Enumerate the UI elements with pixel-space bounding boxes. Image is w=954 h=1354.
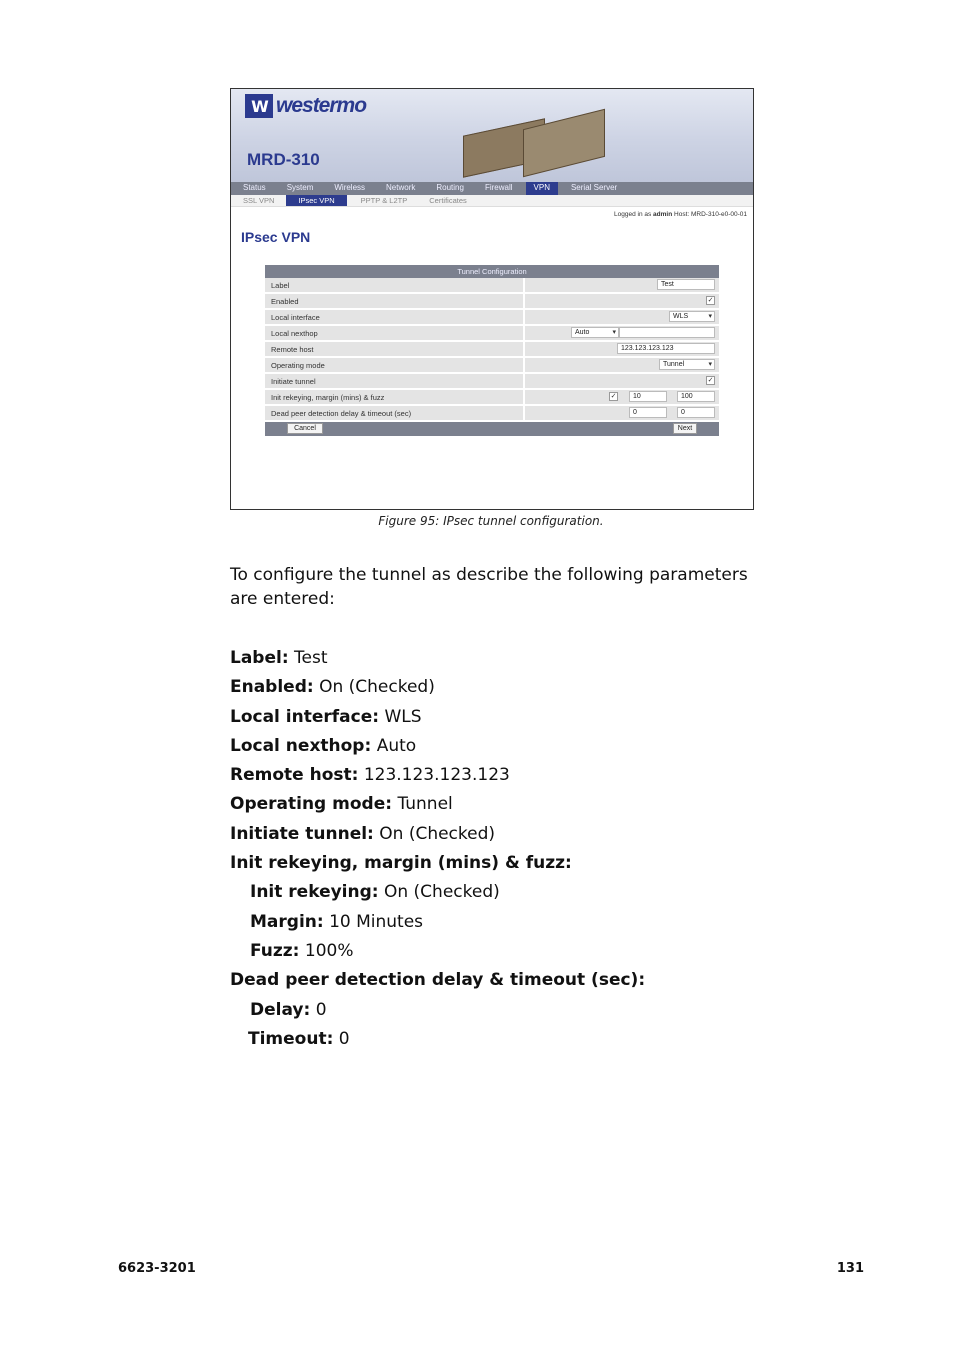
nav-network[interactable]: Network [386,183,416,192]
param-line: Local nexthop: Auto [230,735,417,756]
table-row [265,309,719,325]
subnav-ipsec-vpn[interactable]: IPsec VPN [286,195,346,206]
row-enabled-name: Enabled [265,293,524,309]
remote-host-input[interactable]: 123.123.123.123 [617,343,715,354]
enabled-checkbox[interactable]: ✓ [707,297,714,304]
device-image [453,117,603,179]
next-button[interactable]: Next [673,423,697,434]
table-title: Tunnel Configuration [457,267,527,276]
subnav-ssl-vpn[interactable]: SSL VPN [243,196,275,205]
row-initiate-tunnel-name: Initiate tunnel [265,373,524,389]
param-line: Init rekeying: On (Checked) [250,882,500,903]
param-line: Delay: 0 [250,999,327,1020]
param-line: Initiate tunnel: On (Checked) [230,823,496,844]
row-local-interface-name: Local interface [265,309,524,325]
row-init-rekeying-name: Init rekeying, margin (mins) & fuzz [265,389,524,405]
table-row [265,278,719,293]
param-line: Local interface: WLS [230,706,422,727]
table-row [265,405,719,421]
model-name: MRD-310 [247,150,320,169]
row-dead-peer-name: Dead peer detection delay & timeout (sec) [265,405,524,421]
table-footer [265,421,719,436]
sub-nav [231,195,753,207]
local-nexthop-input[interactable] [619,327,715,338]
subnav-certificates[interactable]: Certificates [429,196,467,205]
nav-vpn[interactable]: VPN [526,182,558,195]
nav-serial-server[interactable]: Serial Server [570,183,618,192]
dpd-delay-input[interactable]: 0 [629,407,667,418]
row-remote-host-name: Remote host [265,341,524,357]
operating-mode-select[interactable]: Tunnel ▾ [659,359,715,370]
param-line: Fuzz: 100% [250,940,354,961]
westermo-logo-icon: W [245,94,273,118]
table-row [265,341,719,357]
cancel-button[interactable]: Cancel [287,423,323,434]
page-title: IPsec VPN [241,229,311,245]
nav-system[interactable]: System [286,183,314,192]
label-input[interactable]: Test [657,279,715,290]
intro-paragraph: To configure the tunnel as describe the following parameters are entered: [230,565,748,609]
nav-wireless[interactable]: Wireless [334,183,366,192]
param-line: Remote host: 123.123.123.123 [230,765,510,786]
subnav-pptp-l2tp[interactable]: PPTP & L2TP [360,196,408,205]
header-banner [231,89,753,182]
param-line: Operating mode: Tunnel [230,794,453,815]
param-line: Enabled: On (Checked) [230,677,435,698]
row-local-nexthop-name: Local nexthop [265,325,524,341]
table-row [265,325,719,341]
table-row [265,293,719,309]
param-line: Init rekeying, margin (mins) & fuzz: [230,853,572,874]
table-row [265,389,719,405]
login-status: Logged in as admin Host: MRD-310-e0-00-01 [614,211,747,218]
param-line: Dead peer detection delay & timeout (sec): [230,970,646,991]
init-rekeying-checkbox[interactable]: ✓ [610,393,617,400]
doc-number: 6623-3201 [118,1261,196,1276]
rekey-margin-input[interactable]: 10 [629,391,667,402]
param-line: Timeout: 0 [248,1028,350,1049]
page-number: 131 [836,1261,864,1276]
initiate-tunnel-checkbox[interactable]: ✓ [707,377,714,384]
main-nav [231,182,753,195]
nav-routing[interactable]: Routing [436,183,464,192]
local-interface-select[interactable]: WLS ▾ [669,311,715,322]
local-nexthop-select[interactable]: Auto ▾ [571,327,619,338]
row-operating-mode-name: Operating mode [265,357,524,373]
parameter-list [230,646,645,1056]
table-row [265,373,719,389]
param-line: Label: Test [230,648,328,668]
nav-status[interactable]: Status [243,183,266,192]
param-line: Margin: 10 Minutes [250,911,424,932]
row-label-name: Label [265,278,524,293]
table-row [265,357,719,373]
nav-firewall[interactable]: Firewall [484,183,513,192]
logo-wordmark: westermo [276,94,367,117]
rekey-fuzz-input[interactable]: 100 [677,391,715,402]
embedded-screenshot [230,88,754,510]
westermo-logo [245,93,366,119]
dpd-timeout-input[interactable]: 0 [677,407,715,418]
tunnel-config-table [265,265,719,436]
figure-caption: Figure 95: IPsec tunnel configuration. [378,514,604,528]
